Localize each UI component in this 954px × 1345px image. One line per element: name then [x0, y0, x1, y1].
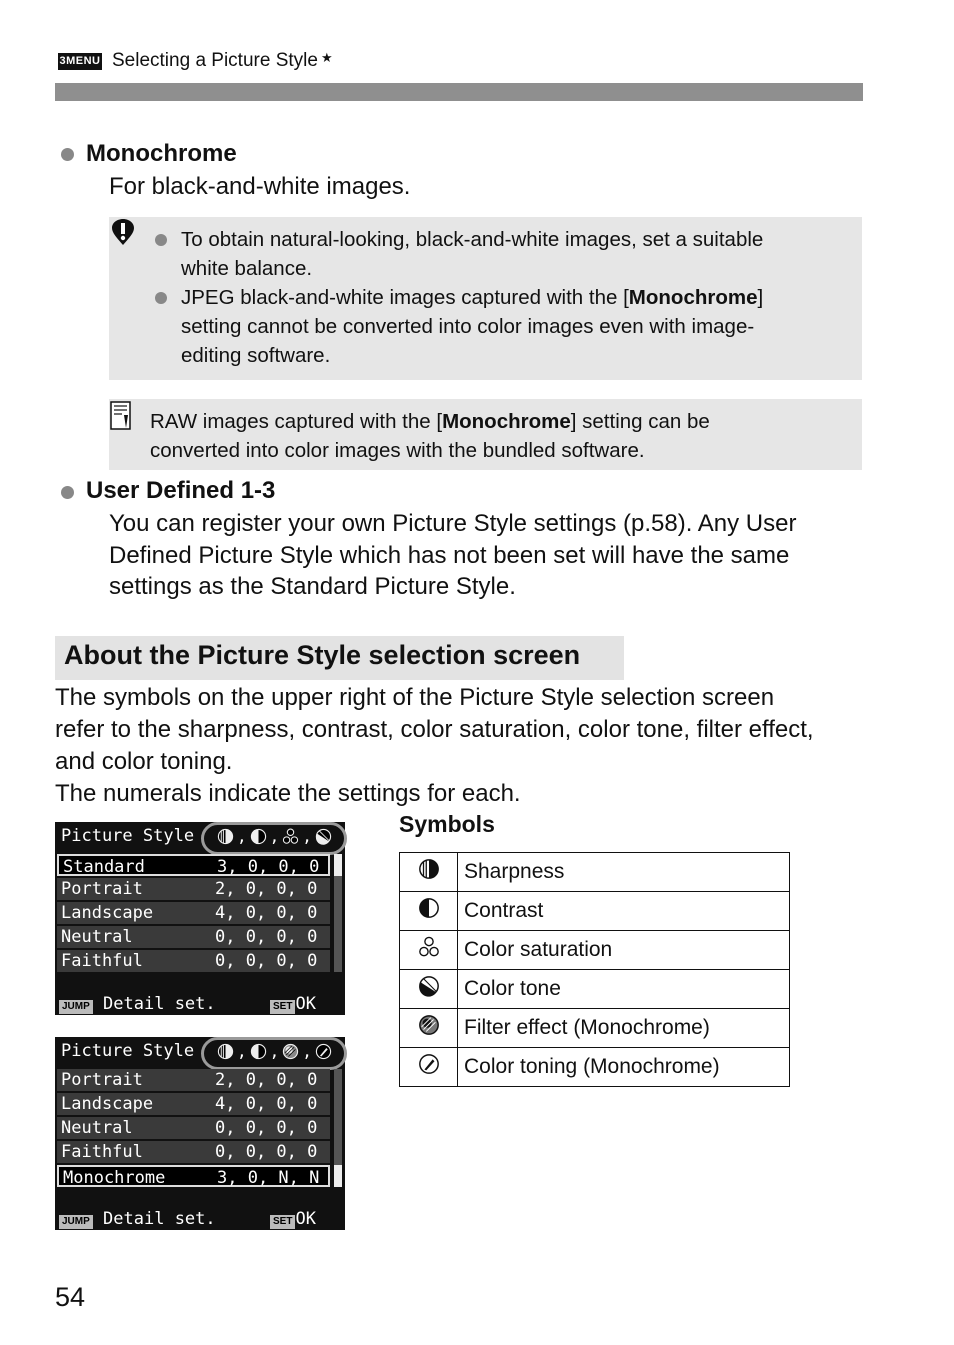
table-cell-icon	[400, 853, 458, 892]
body-line: settings as the Standard Picture Style.	[109, 573, 516, 600]
page-number: 54	[55, 1282, 86, 1312]
lcd-row-values: 0, 0, 0, 0	[215, 1142, 318, 1162]
color-tone-icon	[315, 828, 332, 845]
lcd-row[interactable]	[57, 854, 330, 876]
table-cell-icon	[400, 892, 458, 931]
lcd-row-values: 0, 0, 0, 0	[215, 927, 318, 947]
lcd-row[interactable]	[57, 878, 330, 900]
table-row	[400, 892, 790, 931]
table-row	[400, 931, 790, 970]
contrast-icon	[250, 1043, 267, 1060]
table-cell-icon	[400, 1048, 458, 1087]
lcd-scrollbar[interactable]	[334, 1069, 342, 1187]
lcd-row-name: Landscape	[61, 1094, 154, 1114]
jump-button-icon: JUMP	[59, 1215, 93, 1229]
lcd-screen-standard	[55, 822, 345, 1015]
lcd-row-name: Landscape	[61, 903, 154, 923]
lcd-row-values: 0, 0, 0, 0	[215, 951, 318, 971]
lcd-detail-label: Detail set.	[103, 994, 216, 1014]
body-line: refer to the sharpness, contrast, color saturation, color tone, filter effect,	[55, 716, 814, 743]
lcd-footer	[59, 1209, 341, 1229]
body-line: and color toning.	[55, 748, 233, 775]
lcd-row-values: 4, 0, 0, 0	[215, 1094, 318, 1114]
table-row	[400, 1048, 790, 1087]
monochrome-heading: Monochrome	[86, 140, 237, 167]
contrast-icon	[418, 897, 440, 919]
lcd-row-values: 3, 0, N, N	[217, 1168, 320, 1188]
lcd-row-values: 0, 0, 0, 0	[215, 1118, 318, 1138]
table-cell-label: Color saturation	[458, 931, 790, 970]
table-row	[400, 970, 790, 1009]
caution-line	[181, 283, 763, 312]
caution-text: JPEG black-and-white images captured with the [	[181, 286, 629, 309]
symbols-table	[399, 852, 790, 1087]
caution-line: editing software.	[181, 344, 331, 367]
user-defined-body	[109, 508, 796, 603]
caution-text: ]	[757, 286, 764, 309]
table-cell-icon	[400, 1009, 458, 1048]
section-body	[55, 682, 814, 810]
lcd-symbols: , , ,	[217, 827, 332, 846]
lcd-row[interactable]	[57, 1165, 330, 1187]
lcd-style-list	[57, 1069, 330, 1187]
lcd-row-name: Portrait	[61, 879, 143, 899]
lcd-style-list	[57, 854, 330, 972]
table-cell-icon	[400, 931, 458, 970]
caution-icon	[109, 218, 137, 246]
lcd-screen-monochrome	[55, 1037, 345, 1230]
lcd-ok	[270, 1209, 316, 1229]
user-defined-heading: User Defined 1-3	[86, 477, 276, 504]
bullet-icon	[61, 148, 74, 161]
menu-badge-icon: 3MENU	[58, 53, 102, 70]
color-saturation-icon	[282, 828, 299, 845]
note-line: converted into color images with the bundled software.	[150, 439, 645, 462]
lcd-row-name: Standard	[63, 857, 145, 877]
header-title-text: Selecting a Picture Style	[112, 50, 318, 71]
section-heading: About the Picture Style selection screen	[64, 640, 581, 670]
table-row	[400, 1009, 790, 1048]
lcd-title: Picture Style	[61, 826, 195, 846]
caution-line: To obtain natural-looking, black-and-white images, set a suitable	[181, 228, 764, 251]
table-cell-label: Sharpness	[458, 853, 790, 892]
lcd-scroll-thumb[interactable]	[334, 1165, 342, 1187]
color-tone-icon	[418, 975, 440, 997]
lcd-footer	[59, 994, 341, 1014]
lcd-row-values: 2, 0, 0, 0	[215, 879, 318, 899]
table-row	[400, 853, 790, 892]
memo-icon	[110, 401, 134, 433]
contrast-icon	[250, 828, 267, 845]
lcd-row[interactable]	[57, 926, 330, 948]
filter-effect-icon	[282, 1043, 299, 1060]
set-button-icon: SET	[270, 1215, 295, 1229]
table-cell-icon	[400, 970, 458, 1009]
note-bold: Monochrome	[442, 410, 571, 433]
lcd-row[interactable]	[57, 1141, 330, 1163]
note-span: RAW images captured with the [	[150, 410, 443, 433]
body-line: The symbols on the upper right of the Picture Style selection screen	[55, 684, 775, 711]
lcd-ok	[270, 994, 316, 1014]
lcd-row[interactable]	[57, 1093, 330, 1115]
lcd-scroll-thumb[interactable]	[334, 854, 342, 876]
set-button-icon: SET	[270, 1000, 295, 1014]
sharpness-icon	[418, 858, 440, 880]
lcd-row[interactable]	[57, 902, 330, 924]
color-toning-icon	[315, 1043, 332, 1060]
monochrome-description: For black-and-white images.	[109, 173, 411, 200]
lcd-row[interactable]	[57, 1069, 330, 1091]
table-cell-label: Color tone	[458, 970, 790, 1009]
caution-line: setting cannot be converted into color images even with image-	[181, 315, 755, 338]
lcd-row[interactable]	[57, 950, 330, 972]
sharpness-icon	[217, 828, 234, 845]
lcd-symbols: , , ,	[217, 1042, 332, 1061]
lcd-row[interactable]	[57, 1117, 330, 1139]
lcd-scrollbar[interactable]	[334, 854, 342, 972]
caution-bold: Monochrome	[628, 286, 758, 309]
symbols-heading: Symbols	[399, 811, 495, 837]
lcd-detail-label: Detail set.	[103, 1209, 216, 1229]
lcd-row-name: Neutral	[61, 927, 133, 947]
filter-effect-icon	[418, 1014, 440, 1036]
lcd-ok-label: OK	[295, 1209, 316, 1229]
caution-line: white balance.	[181, 257, 313, 280]
color-saturation-icon	[418, 936, 440, 958]
caution-item-1	[181, 225, 763, 283]
lcd-row-name: Faithful	[61, 951, 143, 971]
bullet-icon	[155, 234, 167, 246]
header-bar	[55, 83, 863, 101]
body-line: Defined Picture Style which has not been set will have the same	[109, 541, 790, 569]
lcd-row-values: 2, 0, 0, 0	[215, 1070, 318, 1090]
lcd-row-name: Portrait	[61, 1070, 143, 1090]
body-line: You can register your own Picture Style settings (p.58). Any User	[109, 510, 797, 537]
lcd-row-name: Faithful	[61, 1142, 143, 1162]
table-cell-label: Filter effect (Monochrome)	[458, 1009, 790, 1048]
lcd-title: Picture Style	[61, 1041, 195, 1061]
color-toning-icon	[418, 1053, 440, 1075]
jump-button-icon: JUMP	[59, 1000, 93, 1014]
note-text	[150, 407, 710, 465]
bullet-icon	[155, 292, 167, 304]
table-cell-label: Contrast	[458, 892, 790, 931]
star-icon: ★	[320, 50, 333, 65]
bullet-icon	[61, 486, 74, 499]
lcd-ok-label: OK	[295, 994, 316, 1014]
lcd-row-name: Monochrome	[63, 1168, 166, 1188]
body-line: The numerals indicate the settings for each.	[55, 780, 521, 807]
sharpness-icon	[217, 1043, 234, 1060]
caution-item-2	[181, 283, 763, 370]
note-span: ] setting can be	[570, 410, 710, 433]
lcd-row-values: 3, 0, 0, 0	[217, 857, 320, 877]
lcd-row-name: Neutral	[61, 1118, 133, 1138]
lcd-row-values: 4, 0, 0, 0	[215, 903, 318, 923]
header-title	[112, 50, 333, 72]
table-cell-label: Color toning (Monochrome)	[458, 1048, 790, 1087]
note-line	[150, 407, 710, 436]
